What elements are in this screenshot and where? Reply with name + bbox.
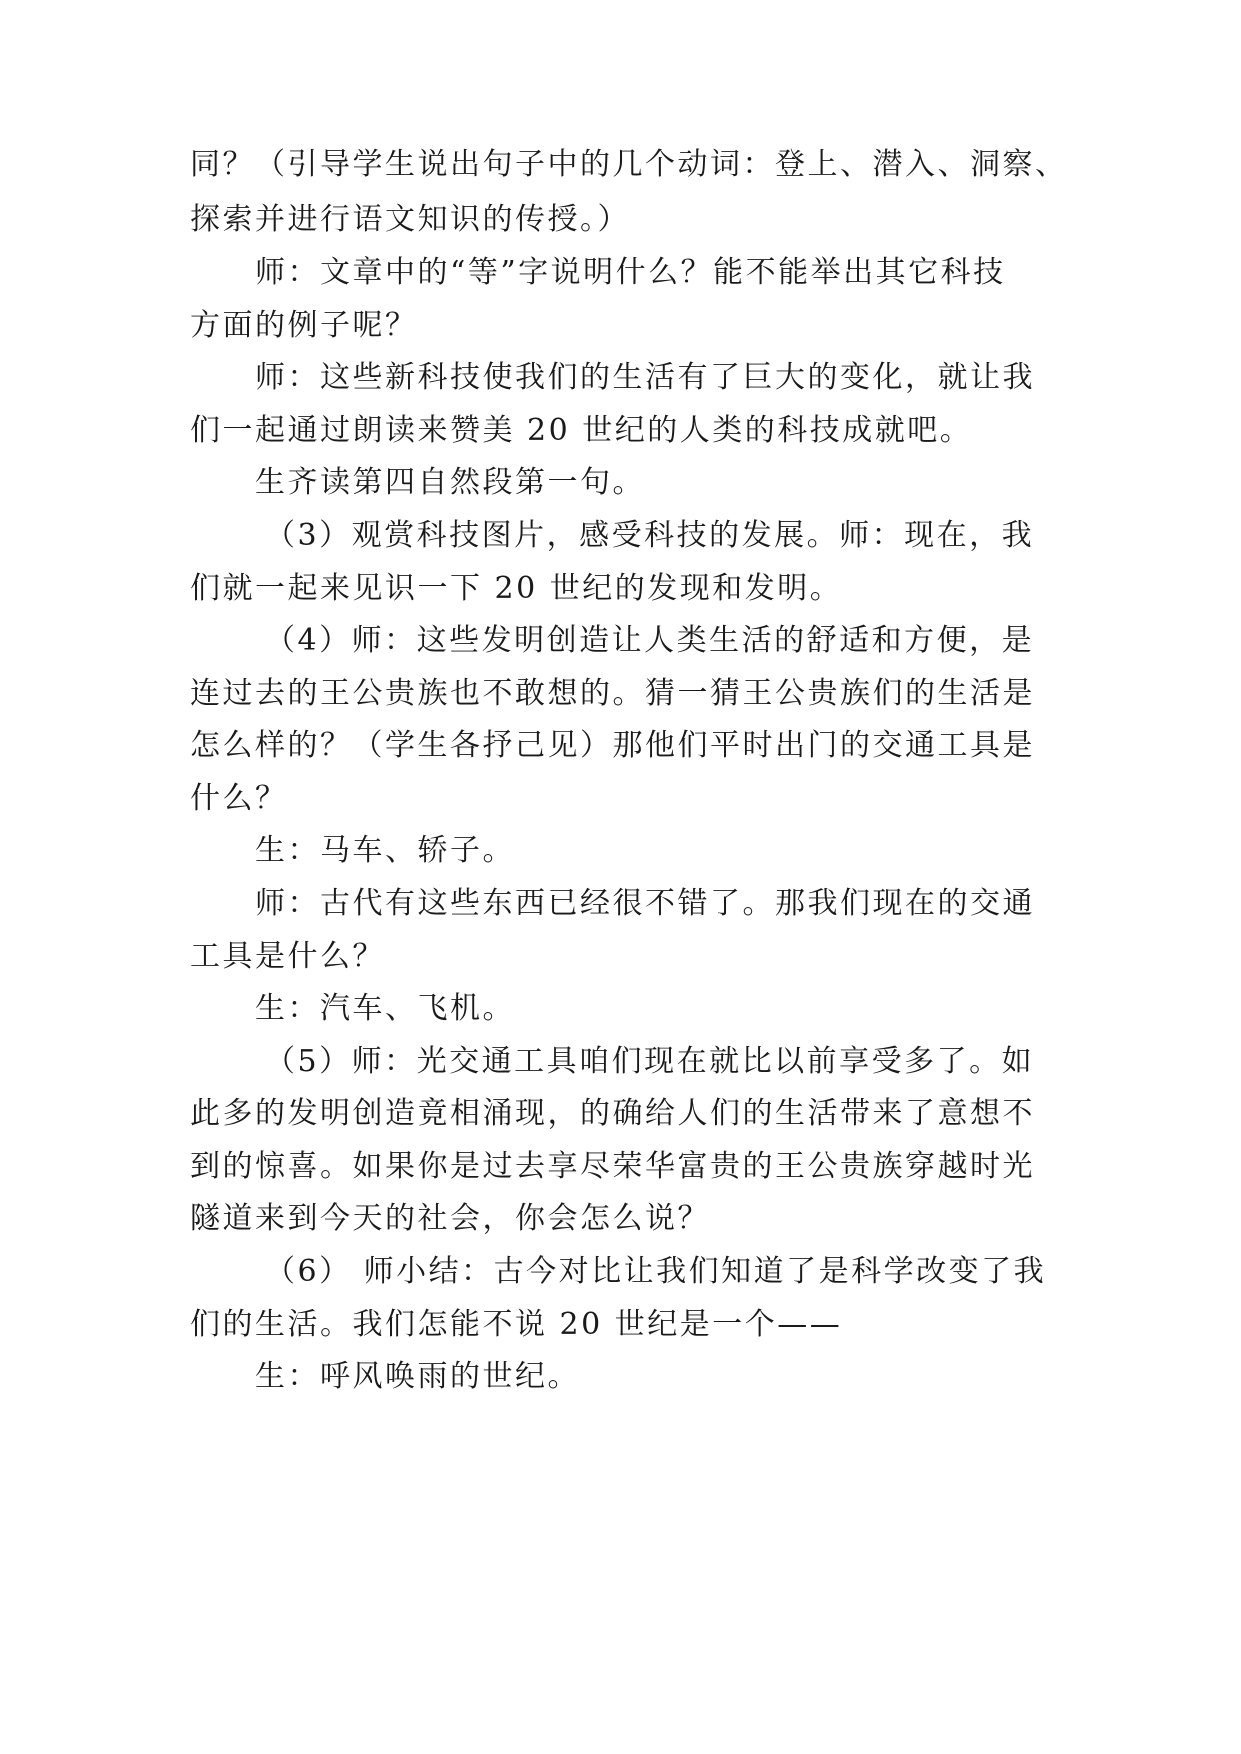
- text-line: 什么？: [190, 781, 288, 816]
- text-line: 连过去的王公贵族也不敢想的。猜一猜王公贵族们的生活是: [190, 676, 1035, 711]
- text-line: 们一起通过朗读来赞美 20 世纪的人类的科技成就吧。: [190, 413, 973, 448]
- text-line: （5）师：光交通工具咱们现在就比以前享受多了。如: [265, 1044, 1035, 1079]
- text-line: （6） 师小结：古今对比让我们知道了是科学改变了我: [265, 1254, 1047, 1289]
- text-line: 生：汽车、飞机。: [255, 991, 515, 1026]
- text-line: 师：这些新科技使我们的生活有了巨大的变化，就让我: [255, 360, 1035, 395]
- text-line: 师：文章中的“等”字说明什么？能不能举出其它科技: [255, 255, 1006, 290]
- text-line: 生：呼风唤雨的世纪。: [255, 1359, 580, 1394]
- text-line: 探索并进行语文知识的传授。）: [190, 202, 630, 237]
- text-line: 师：古代有这些东西已经很不错了。那我们现在的交通: [255, 886, 1035, 921]
- text-line: 们的生活。我们怎能不说 20 世纪是一个——: [190, 1307, 843, 1342]
- text-line: （3）观赏科技图片，感受科技的发展。师：现在，我: [265, 518, 1035, 553]
- text-line: 们就一起来见识一下 20 世纪的发现和发明。: [190, 571, 843, 606]
- text-line: 此多的发明创造竟相涌现，的确给人们的生活带来了意想不: [190, 1096, 1035, 1131]
- text-line: 方面的例子呢？: [190, 308, 418, 343]
- text-line: 生齐读第四自然段第一句。: [255, 465, 645, 500]
- text-line: 隧道来到今天的社会，你会怎么说？: [190, 1201, 710, 1236]
- text-line: 同？（引导学生说出句子中的几个动词：登上、潜入、洞察、: [190, 147, 1068, 182]
- text-line: 怎么样的？（学生各抒己见）那他们平时出门的交通工具是: [190, 728, 1035, 763]
- text-line: 工具是什么？: [190, 939, 385, 974]
- text-line: 到的惊喜。如果你是过去享尽荣华富贵的王公贵族穿越时光: [190, 1149, 1035, 1184]
- text-line: 生：马车、轿子。: [255, 833, 515, 868]
- text-line: （4）师：这些发明创造让人类生活的舒适和方便，是: [265, 623, 1035, 658]
